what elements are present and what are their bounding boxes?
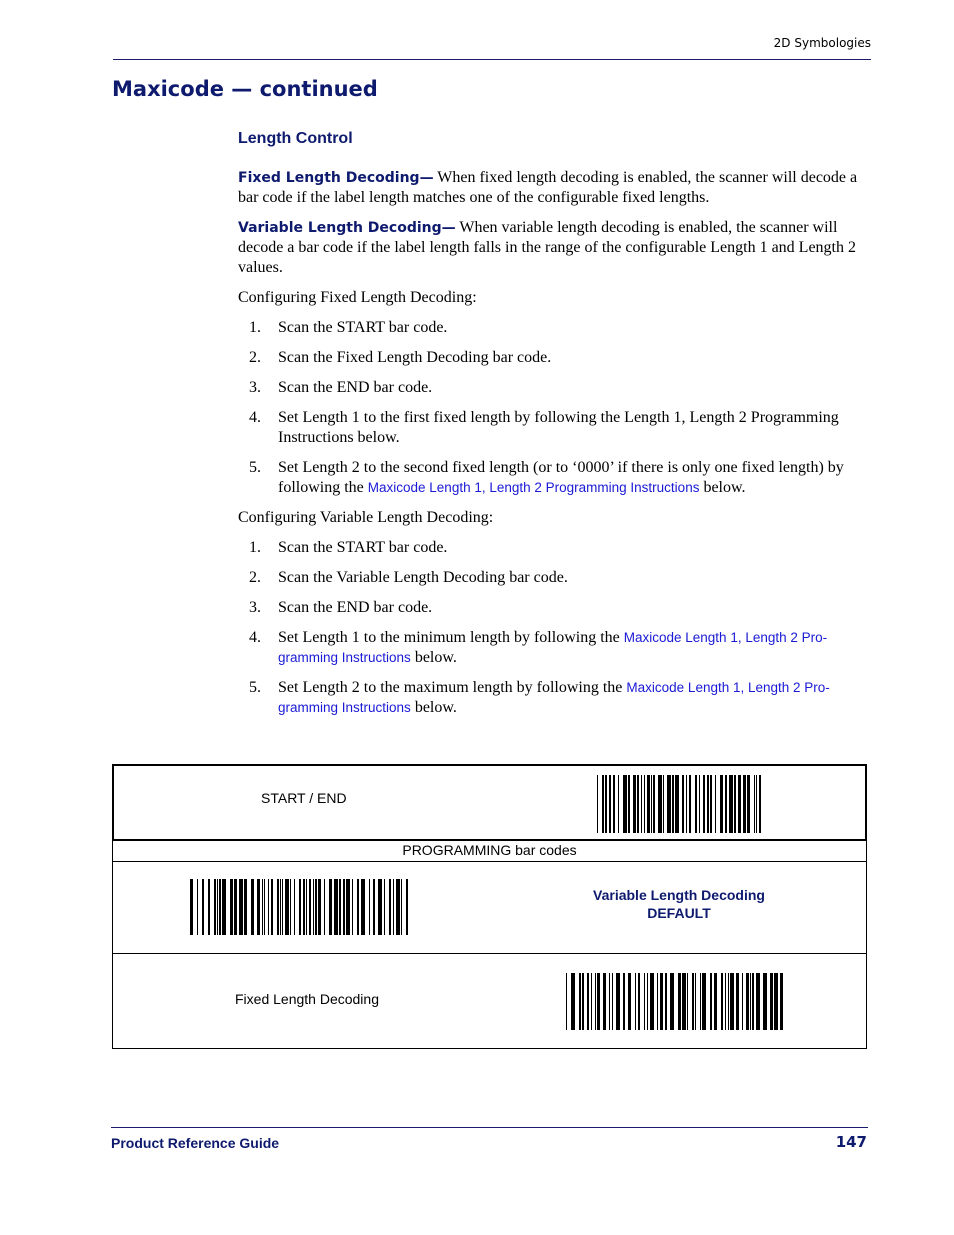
barcode-bar [579, 973, 581, 1030]
barcode-bar [736, 973, 739, 1030]
barcode-bar [239, 879, 243, 935]
barcode-bar [644, 775, 645, 833]
barcode-bar [334, 879, 338, 935]
start-end-row [112, 764, 867, 841]
body-text [238, 168, 868, 728]
barcode-bar [280, 879, 281, 935]
barcode-bar [299, 879, 301, 935]
barcode-bar [313, 879, 314, 935]
start-end-label: START / END [261, 790, 347, 806]
variable-length-label: Variable Length Decoding DEFAULT [579, 886, 779, 922]
barcode-bar [695, 775, 697, 833]
barcode-bar [746, 973, 749, 1030]
barcode-bar [329, 879, 332, 935]
barcode-bar [343, 879, 345, 935]
barcode-bar [217, 879, 218, 935]
list-item: 2. Scan the Variable Length Decoding bar code. [249, 569, 568, 586]
cross-reference-link[interactable]: Maxicode Length 1, Length 2 Pro-gramming Instructions [278, 680, 830, 715]
footer-rule [111, 1127, 868, 1128]
barcode-bar [692, 973, 694, 1030]
barcode-bar [352, 879, 353, 935]
barcode-bar [306, 879, 307, 935]
barcode-bar [230, 879, 233, 935]
barcode-bar [595, 973, 596, 1030]
barcode-bar [393, 879, 394, 935]
variable-lead: Variable Length Decoding— [238, 220, 456, 236]
list-item: 4. Set Length 1 to the minimum length by following the Maxicode Length 1, Length 2 Pro-gramming Instructions below. [249, 629, 828, 666]
barcode-bar [682, 775, 684, 833]
variable-text: When variable length decoding is enabled, the scanner will decode a bar code if the label length falls in the range of the configurable Length 1 and Length 2 values. [238, 219, 856, 276]
variable-length-barcode[interactable] [190, 879, 408, 935]
running-header: 2D Symbologies [773, 36, 871, 50]
barcode-bar [244, 879, 247, 935]
barcode-bar [763, 973, 767, 1030]
barcode-bar [406, 879, 408, 935]
barcode-bar [602, 775, 604, 833]
barcode-bar [190, 879, 193, 935]
config-variable-steps [238, 538, 868, 718]
barcode-bar [743, 775, 746, 833]
barcode-bar [597, 775, 598, 833]
barcode-bar [675, 775, 679, 833]
barcode-bar [667, 775, 671, 833]
fixed-paragraph [238, 168, 868, 208]
barcode-bar [702, 973, 706, 1030]
barcode-bar [264, 879, 265, 935]
barcode-bar [571, 973, 575, 1030]
barcode-bar [738, 775, 741, 833]
barcode-bar [285, 879, 289, 935]
barcode-bar [710, 973, 712, 1030]
list-item: 1. Scan the START bar code. [249, 539, 448, 556]
barcode-bar [756, 973, 760, 1030]
barcode-bar [651, 775, 652, 833]
barcode-bar [318, 879, 321, 935]
list-item: 5. Set Length 2 to the maximum length by following the Maxicode Length 1, Length 2 Pro-gramming Instructions below. [249, 679, 830, 716]
barcode-bar [730, 973, 734, 1030]
barcode-bar [721, 973, 723, 1030]
list-item: 1. Scan the START bar code. [249, 319, 448, 336]
start-end-barcode[interactable] [597, 775, 761, 833]
barcode-bar [686, 775, 687, 833]
barcode-bar [384, 879, 385, 935]
header-rule [113, 59, 871, 60]
barcode-bar [641, 775, 642, 833]
barcode-bar [294, 879, 295, 935]
cross-reference-link[interactable]: Maxicode Length 1, Length 2 Programming Instructions [367, 480, 700, 495]
barcode-bar [271, 879, 273, 935]
barcode-bar [734, 775, 736, 833]
barcode-bar [603, 973, 606, 1030]
barcode-bar [670, 973, 674, 1030]
barcode-bar [623, 973, 625, 1030]
barcode-bar [700, 973, 701, 1030]
barcode-bar [728, 973, 729, 1030]
page-number: 147 [835, 1133, 867, 1151]
barcode-bar [277, 879, 279, 935]
barcode-bar [635, 973, 636, 1030]
barcode-bar [591, 973, 592, 1030]
programming-barcode-table [112, 764, 867, 1049]
barcode-bar [682, 973, 686, 1030]
barcode-bar [257, 879, 260, 935]
barcode-bar [644, 973, 645, 1030]
barcode-bar [389, 879, 391, 935]
list-item: 2. Scan the Fixed Length Decoding bar code. [249, 349, 552, 366]
barcode-bar [361, 879, 365, 935]
barcode-bar [720, 775, 723, 833]
barcode-bar [756, 775, 757, 833]
barcode-bar [609, 775, 611, 833]
barcode-bar [290, 879, 291, 935]
barcode-bar [339, 879, 341, 935]
barcode-bar [774, 973, 778, 1030]
barcode-bar [251, 879, 254, 935]
barcode-bar [234, 879, 237, 935]
barcode-bar [373, 879, 375, 935]
barcode-bar [672, 775, 674, 833]
barcode-bar [729, 775, 733, 833]
default-badge: DEFAULT [647, 905, 711, 921]
barcode-bar [663, 775, 664, 833]
list-item: 3. Scan the END bar code. [249, 379, 433, 396]
barcode-bar [309, 879, 311, 935]
fixed-length-barcode[interactable] [566, 973, 786, 1030]
barcode-bar [623, 775, 627, 833]
barcode-bar [208, 879, 210, 935]
barcode-bar [346, 879, 350, 935]
fixed-text: When fixed length decoding is enabled, the scanner will decode a bar code if the label length matches one of the configurable fixed lengths. [238, 169, 858, 206]
list-item: 3. Scan the END bar code. [249, 599, 433, 616]
barcode-bar [605, 775, 607, 833]
barcode-bar [759, 775, 761, 833]
barcode-bar [616, 973, 620, 1030]
row-divider [113, 953, 866, 954]
barcode-bar [754, 775, 755, 833]
barcode-bar [633, 775, 636, 833]
footer-title: Product Reference Guide [111, 1135, 280, 1151]
barcode-bar [618, 775, 619, 833]
barcode-bar [613, 775, 615, 833]
barcode-bar [609, 973, 610, 1030]
barcode-bar [665, 973, 667, 1030]
barcode-bar [703, 775, 705, 833]
barcode-bar [378, 879, 382, 935]
list-item: 5. Set Length 2 to the second fixed length (or to ‘0000’ if there is only one fixed length) by following the Maxicode Length 1, Length 2 Programming Instructions below. [249, 459, 844, 496]
barcode-bar [315, 879, 317, 935]
barcode-bar [638, 973, 640, 1030]
barcode-bar [214, 879, 216, 935]
barcode-bar [695, 973, 696, 1030]
barcode-bar [282, 879, 283, 935]
barcode-bar [369, 879, 370, 935]
barcode-bar [324, 879, 325, 935]
barcode-bar [396, 879, 400, 935]
barcode-bar [612, 973, 613, 1030]
barcode-bar [647, 973, 648, 1030]
barcode-bar [357, 879, 359, 935]
barcode-bar [678, 973, 681, 1030]
barcode-bar [699, 775, 700, 833]
barcode-bar [752, 973, 754, 1030]
barcode-bar [268, 879, 269, 935]
config-fixed-intro: Configuring Fixed Length Decoding: [238, 289, 477, 306]
config-fixed-steps [238, 318, 868, 498]
fixed-lead: Fixed Length Decoding— [238, 170, 434, 186]
cross-reference-link[interactable]: Maxicode Length 1, Length 2 Pro-gramming Instructions [278, 630, 828, 665]
barcode-bar [780, 973, 783, 1030]
barcode-bar [219, 879, 221, 935]
config-variable-intro: Configuring Variable Length Decoding: [238, 509, 494, 526]
barcode-bar [637, 775, 639, 833]
barcode-bar [401, 879, 402, 935]
barcode-bar [222, 879, 226, 935]
barcode-bar [725, 775, 727, 833]
barcode-bar [628, 973, 631, 1030]
barcode-bar [647, 775, 650, 833]
barcode-bar [750, 973, 751, 1030]
barcode-bar [770, 973, 773, 1030]
barcode-bar [262, 879, 263, 935]
barcode-bar [650, 973, 654, 1030]
fixed-length-label: Fixed Length Decoding [235, 991, 379, 1007]
list-item: 4. Set Length 1 to the first fixed length by following the Length 1, Length 2 Programming Instructions below. [249, 409, 839, 446]
barcode-bar [658, 775, 662, 833]
barcode-bar [582, 973, 584, 1030]
barcode-bar [597, 973, 600, 1030]
page-title: Maxicode — continued [112, 77, 378, 101]
table-caption: PROGRAMMING bar codes [113, 841, 866, 862]
barcode-bar [587, 973, 589, 1030]
barcode-bar [742, 973, 743, 1030]
barcode-bar [197, 879, 198, 935]
barcode-bar [714, 973, 717, 1030]
barcode-bar [303, 879, 305, 935]
barcode-bar [202, 879, 204, 935]
barcode-bar [715, 775, 716, 833]
barcode-bar [566, 973, 567, 1030]
variable-paragraph [238, 218, 868, 278]
barcode-bar [657, 973, 658, 1030]
barcode-bar [628, 775, 630, 833]
barcode-bar [653, 775, 655, 833]
barcode-bar [725, 973, 726, 1030]
barcode-bar [747, 775, 750, 833]
barcode-bar [689, 775, 691, 833]
barcode-bar [707, 775, 709, 833]
barcode-bar [660, 973, 663, 1030]
barcode-bar [710, 775, 712, 833]
section-subtitle: Length Control [238, 130, 353, 147]
barcode-bar [687, 973, 688, 1030]
